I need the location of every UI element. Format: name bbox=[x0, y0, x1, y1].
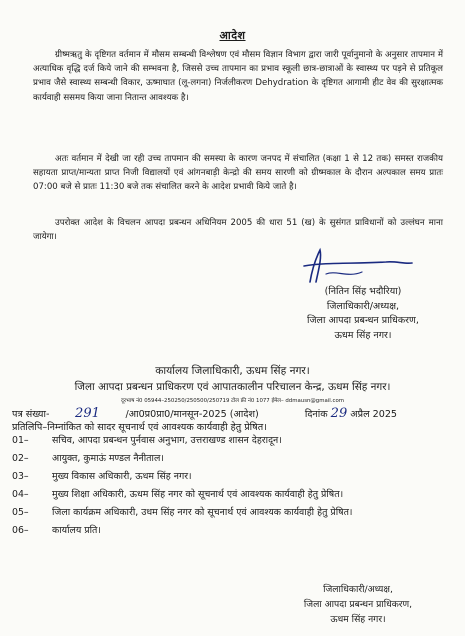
paragraph-2-text: अतः वर्तमान में देखी जा रही उच्च तापमान की समस्या के कारण जनपद में संचालित (कक्षा 1 से 12 तक) समस्त राजकीय सहायता प्राप्त/मान्यता प्राप्त निजी विद्यालयों एवं आंगनबाड़ी केन्द्रो की समय सारणी को ग्रीष्मकाल के दौरान अल्पकाल समय प्रातः 07:00 बजे से प्रातः 11:30 बजे तक संचालित करने के आदेश प्रभावी किये जाते है। bbox=[33, 154, 443, 193]
list-item-text: मुख्य विकास अधिकारी, ऊधम सिंह नगर। bbox=[52, 471, 192, 482]
list-item-text: आयुक्त, कुमाऊं मण्डल नैनीताल। bbox=[52, 453, 164, 464]
office-line-2: जिला आपदा प्रबन्धन प्राधिकरण एवं आपातकालीन परिचालन केन्द्र, ऊधम सिंह नगर। bbox=[74, 381, 391, 393]
list-item bbox=[12, 434, 452, 448]
paragraph-1 bbox=[33, 48, 443, 105]
authority-name: जिला आपदा प्रबन्धन प्राधिकरण, bbox=[307, 315, 419, 326]
officer-name: (नितिन सिंह भदौरिया) bbox=[324, 286, 402, 297]
list-item-number: 04– bbox=[12, 489, 29, 500]
list-item-number: 02– bbox=[12, 453, 29, 464]
list-item bbox=[12, 488, 452, 502]
reference-label: पत्र संख्या- bbox=[12, 409, 50, 420]
office-line-1: कार्यालय जिलाधिकारी, ऊधम सिंह नगर। bbox=[155, 365, 310, 377]
officer-designation: जिलाधिकारी/अध्यक्ष, bbox=[326, 300, 400, 312]
copy-intro: प्रतिलिपि–निम्नांकित को सादर सूचनार्थ एवं आवश्यक कार्यवाही हेतु प्रेषित। bbox=[12, 422, 267, 433]
paragraph-1-text: ग्रीष्मऋतु के दृष्टिगत वर्तमान में मौसम सम्बन्धी विश्लेषण एवं मौसम विज्ञान विभाग द्वारा जारी पूर्वानुमानो के अनुसार तापमान में अत्याधिक वृद्धि दर्ज किये जाने की सम्भवना है, जिससे उच्च तापमान का प्रभाव स्कूली छात्र-छात्राओं के स्वास्थ्य पर पड़ने से प्रतिकूल प्रभाव जैसे स्वास्थ्य सम्बन्धी विकार, ऊष्माघात (लू-लगना) निर्जलीकरण Dehydration के दृष्टिगत आगामी हीट वेव की सुरक्षात्मक कार्यवाही ससमय किया जाना नितान्त आवश्यक है। bbox=[33, 50, 443, 103]
authority-place: ऊधम सिंह नगर। bbox=[334, 329, 392, 341]
date-label: दिनांक bbox=[304, 409, 328, 420]
signature-block-1 bbox=[268, 285, 458, 343]
list-item bbox=[12, 452, 452, 466]
document-title: आदेश bbox=[219, 29, 246, 42]
reference-line bbox=[12, 406, 453, 421]
list-item-text: मुख्य शिक्षा अधिकारी, ऊधम सिंह नगर को सूचनार्थ एवं आवश्यक कार्यवाही हेतु प्रेषित। bbox=[52, 489, 344, 500]
list-item-number: 03– bbox=[12, 471, 29, 482]
office-contact: दूरभाष नं0 05944–250250/250500/250719 टोल फ्री नं0 1077 ईमेल– ddmausn@gmail.com bbox=[120, 398, 345, 404]
paragraph-3-text: उपरोक्त आदेश के विचलन आपदा प्रबन्धन अधिनियम 2005 की धारा 51 (ख) के सुसंगत प्राविधानों को उल्लंघन माना जायेगा। bbox=[33, 218, 443, 243]
list-item-text: सचिव, आपदा प्रबन्धन पुर्नवास अनुभाग, उत्तराखण्ड शासन देहरादून। bbox=[52, 435, 282, 446]
signature-1-mark bbox=[296, 244, 416, 288]
list-item bbox=[12, 524, 452, 538]
reference-code: /आ0प्र0प्रा0/मानसून-2025 (आदेश) bbox=[125, 409, 259, 420]
list-item-text: जिला कार्यक्रम अधिकारी, उधम सिंह नगर को सूचनार्थ एवं आवश्यक कार्यवाही हेतु प्रेषित। bbox=[52, 507, 353, 518]
officer-designation-2: जिलाधिकारी/अध्यक्ष, bbox=[323, 584, 393, 595]
paragraph-2 bbox=[33, 152, 443, 195]
paragraph-3 bbox=[33, 216, 443, 244]
authority-place-2: ऊधम सिंह नगर। bbox=[330, 614, 386, 625]
date-day: 29 bbox=[330, 406, 348, 421]
list-item-number: 01– bbox=[12, 435, 29, 446]
list-item bbox=[12, 506, 452, 520]
list-item-text: कार्यालय प्रति। bbox=[52, 525, 101, 536]
list-item bbox=[12, 470, 452, 484]
signature-block-2 bbox=[258, 582, 458, 627]
list-item-number: 05– bbox=[12, 507, 29, 518]
authority-name-2: जिला आपदा प्रबन्धन प्राधिकरण, bbox=[303, 599, 413, 610]
copy-list bbox=[12, 434, 452, 538]
list-item-number: 06– bbox=[12, 525, 29, 536]
reference-number: 291 bbox=[75, 406, 100, 421]
date-rest: अप्रैल 2025 bbox=[350, 409, 398, 420]
